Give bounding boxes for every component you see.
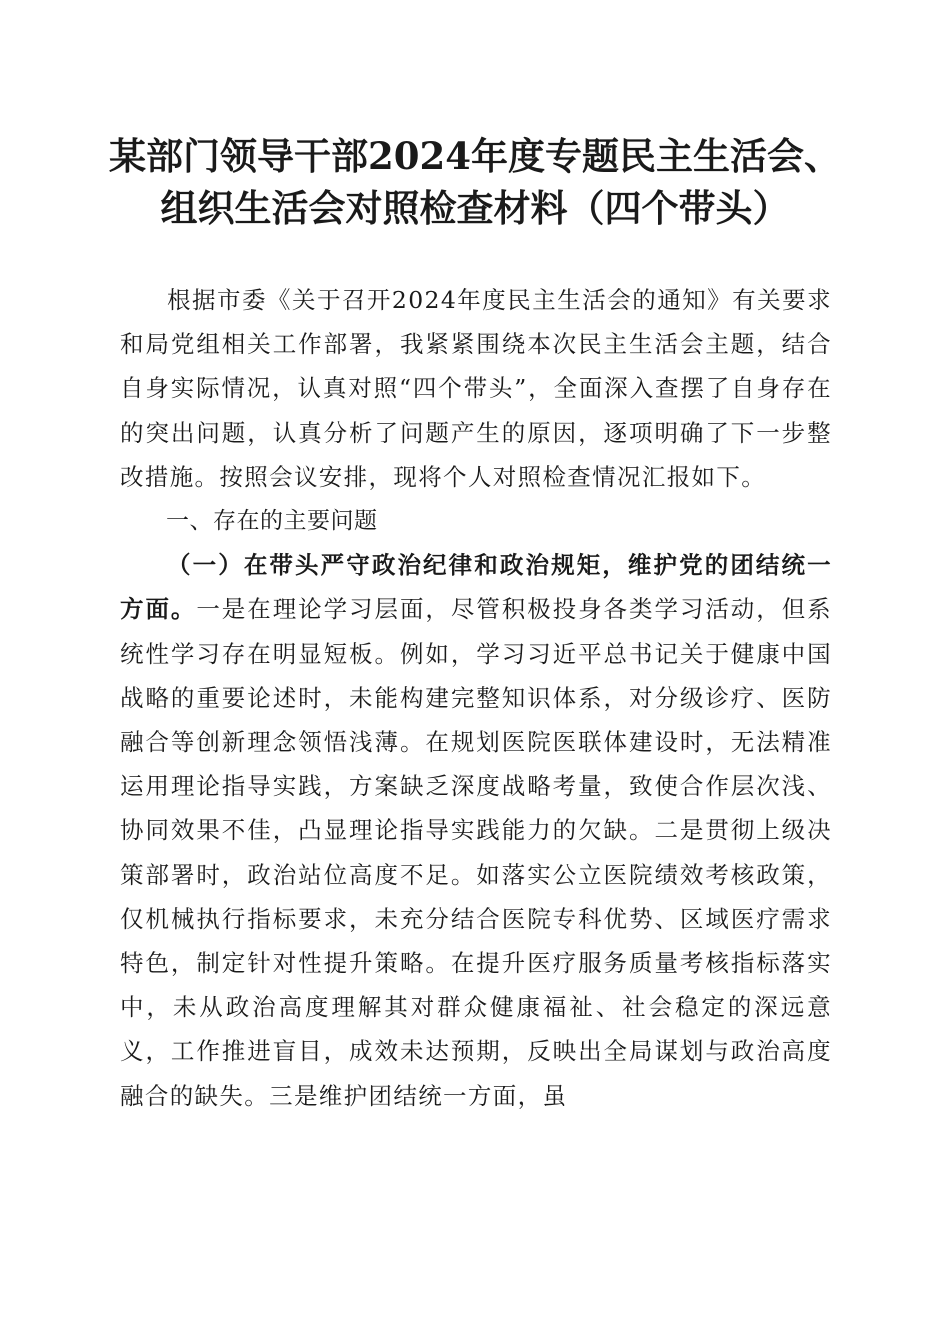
- title-line-1: 某部门领导干部2024年度专题民主生活会、: [109, 134, 841, 178]
- subsection-body-1: 一是在理论学习层面，尽管积极投身各类学习活动，但系统性学习存在明显短板。例如，学习习近平总书记关于健康中国战略的重要论述时，未能构建完整知识体系，对分级诊疗、医防融合等创新理念领悟浅薄。在规划医院医联体建设时，无法精准运用理论指导实践，方案缺乏深度战略考量，致使合作层次浅、协同效果不佳，凸显理论指导实践能力的欠缺。二是贯彻上级决策部署时，政治站位高度不足。如落实公立医院绩效考核政策，仅机械执行指标要求，未充分结合医院专科优势、区域医疗需求特色，制定针对性提升策略。在提升医疗服务质量考核指标落实中，未从政治高度理解其对群众健康福祉、社会稳定的深远意义，工作推进盲目，成效未达预期，反映出全局谋划与政治高度融合的缺失。三是维护团结统一方面，虽: [120, 595, 832, 1110]
- document-title: [80, 130, 870, 234]
- title-line-2: 组织生活会对照检查材料（四个带头）: [160, 186, 790, 230]
- document-body: [120, 278, 832, 1118]
- subsection-paragraph-1: [120, 543, 832, 1118]
- intro-paragraph: 根据市委《关于召开2024年度民主生活会的通知》有关要求和局党组相关工作部署，我紧紧围绕本次民主生活会主题，结合自身实际情况，认真对照“四个带头”，全面深入查摆了自身存在的突出问题，认真分析了问题产生的原因，逐项明确了下一步整改措施。按照会议安排，现将个人对照检查情况汇报如下。: [120, 286, 832, 491]
- subsection-heading-1: （一）在带头严守政治纪律和政治规矩，维护党的团结统一方面。: [120, 551, 832, 624]
- section-heading-1: 一、存在的主要问题: [166, 508, 378, 535]
